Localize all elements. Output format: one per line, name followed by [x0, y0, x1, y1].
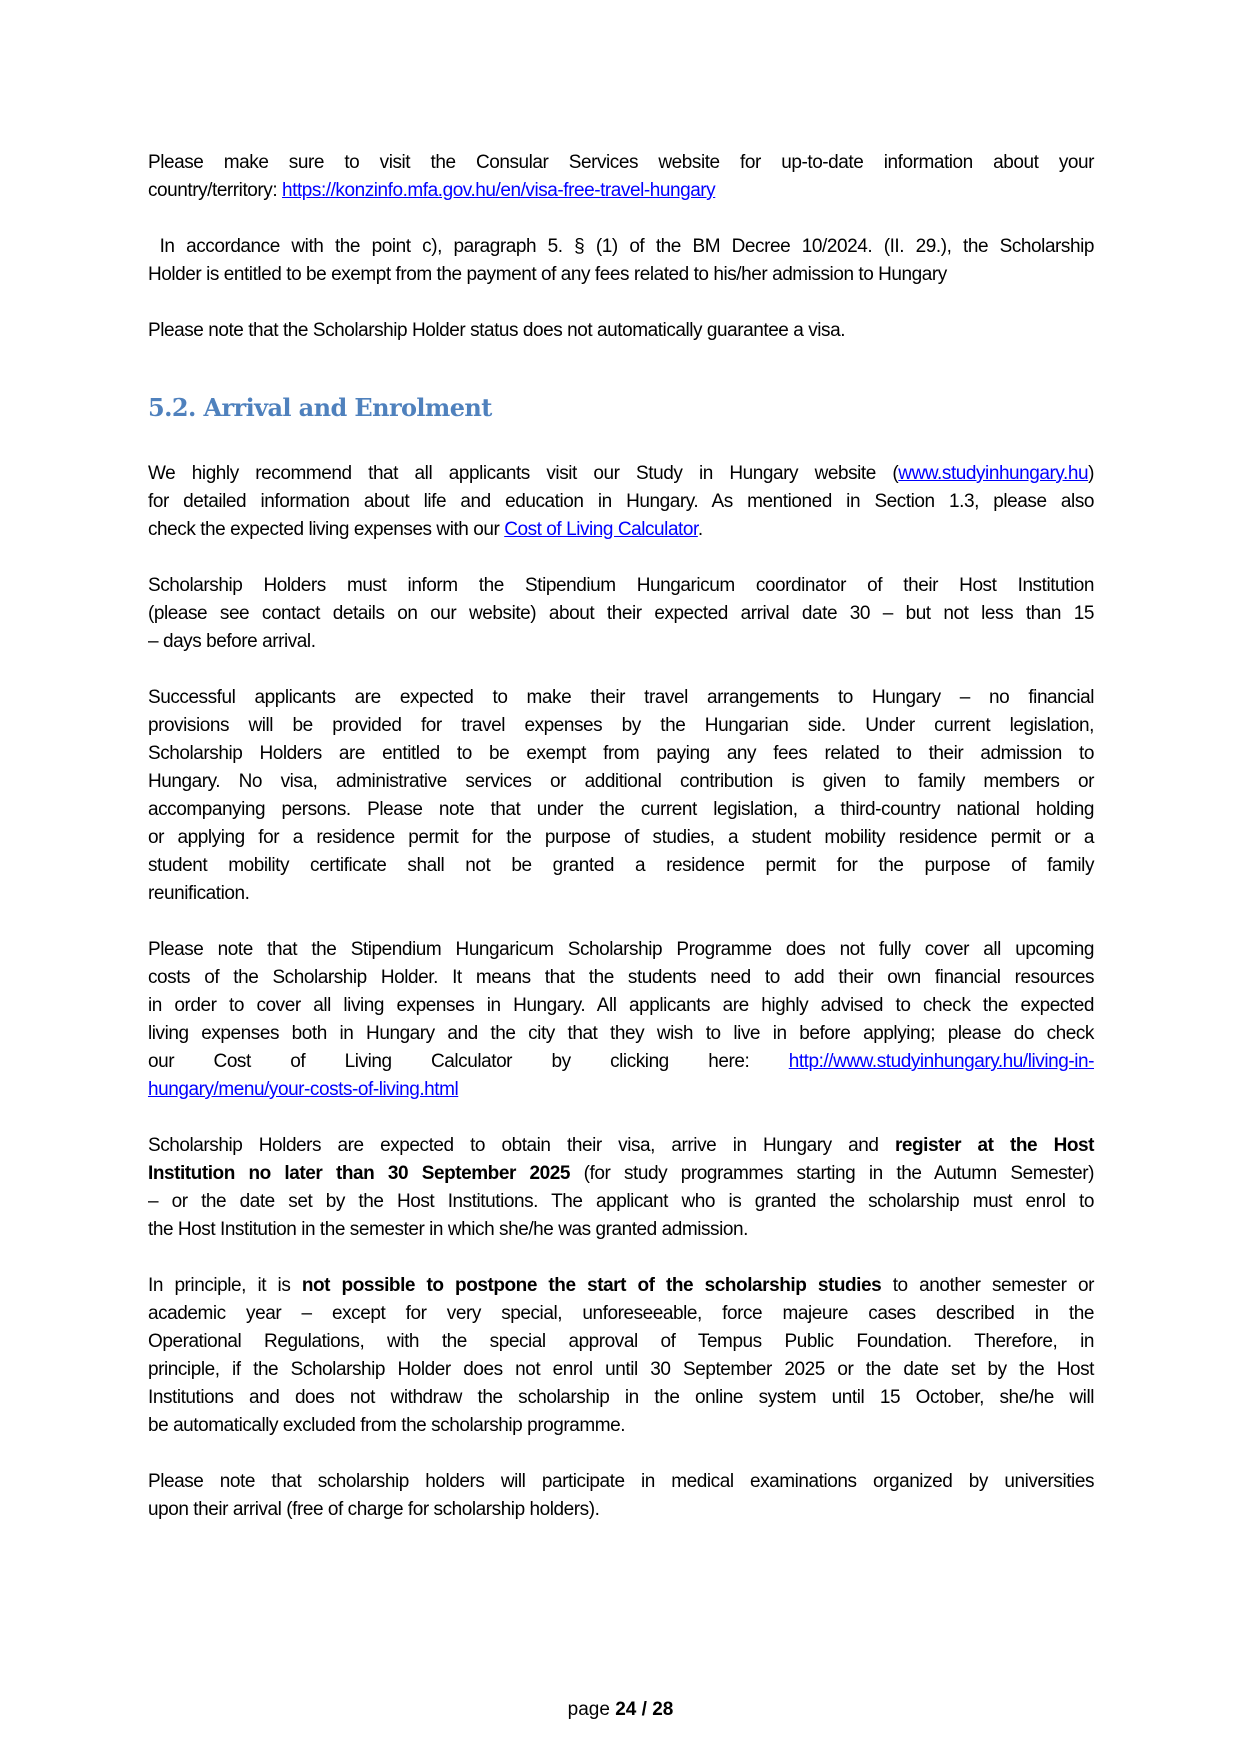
text-line	[148, 684, 1094, 712]
hyperlink[interactable]: Cost of Living Calculator	[504, 519, 698, 540]
text-run: student mobility certificate shall not be granted a residence permit for the purpose of family	[148, 855, 1094, 876]
hyperlink[interactable]: https://konzinfo.mfa.gov.hu/en/visa-free-travel-hungary	[282, 180, 716, 201]
text-line	[148, 516, 1094, 544]
text-run: be automatically excluded from the scholarship programme.	[148, 1415, 626, 1436]
text-line	[148, 233, 1094, 261]
text-line	[148, 1048, 1094, 1076]
text-line	[148, 1076, 1094, 1104]
text-line	[148, 1468, 1094, 1496]
paragraph-costs-not-covered	[148, 936, 1094, 1104]
text-run: academic year – except for very special, unforeseeable, force majeure cases described in the	[148, 1303, 1094, 1324]
text-line	[148, 796, 1094, 824]
text-run: accompanying persons. Please note that under the current legislation, a third-country national holding	[148, 799, 1094, 820]
hyperlink[interactable]: hungary/menu/your-costs-of-living.html	[148, 1079, 459, 1100]
text-run: the Host Institution in the semester in which she/he was granted admission.	[148, 1219, 748, 1240]
text-run: Scholarship Holders are expected to obtain their visa, arrive in Hungary and	[148, 1135, 895, 1156]
text-line	[148, 1328, 1094, 1356]
paragraph-postponement	[148, 1272, 1094, 1440]
text-run: We highly recommend that all applicants visit our Study in Hungary website (	[148, 463, 899, 484]
text-run: our Cost of Living Calculator by clicking here:	[148, 1051, 789, 1072]
text-line	[148, 177, 1094, 205]
text-line	[148, 880, 1094, 908]
text-line	[148, 149, 1094, 177]
text-run: Holder is entitled to be exempt from the payment of any fees related to his/her admission to Hungary	[148, 264, 947, 285]
text-line	[148, 964, 1094, 992]
text-run: In principle, it is	[148, 1275, 302, 1296]
text-run: (please see contact details on our website) about their expected arrival date 30 – but not less than 15	[148, 603, 1094, 624]
text-run: Institutions and does not withdraw the scholarship in the online system until 15 October, she/he will	[148, 1387, 1094, 1408]
text-run: for detailed information about life and education in Hungary. As mentioned in Section 1.3, please also	[148, 491, 1094, 512]
text-line	[148, 1188, 1094, 1216]
page-number	[0, 1699, 1241, 1721]
text-run: to another semester or	[881, 1275, 1094, 1296]
text-line	[148, 1384, 1094, 1412]
text-line	[148, 992, 1094, 1020]
text-run: provisions will be provided for travel expenses by the Hungarian side. Under current legislation,	[148, 715, 1094, 736]
text-line	[148, 628, 1094, 656]
text-line	[148, 852, 1094, 880]
hyperlink[interactable]: www.studyinhungary.hu	[898, 463, 1089, 484]
text-line	[148, 1132, 1094, 1160]
page-number-prefix: page	[567, 1699, 616, 1720]
text-line	[148, 712, 1094, 740]
bold-text: not possible to postpone the start of the scholarship studies	[301, 1275, 882, 1296]
text-line	[148, 1216, 1094, 1244]
bold-text: Institution no later than 30 September 2025	[148, 1163, 570, 1184]
text-line	[148, 824, 1094, 852]
paragraph-study-in-hungary	[148, 460, 1094, 544]
text-run: country/territory:	[148, 180, 282, 201]
text-line	[148, 1020, 1094, 1048]
page-number-current: 24	[615, 1699, 637, 1720]
text-run: Operational Regulations, with the special approval of Tempus Public Foundation. Therefore, in	[148, 1331, 1094, 1352]
paragraph-medical-examinations	[148, 1468, 1094, 1524]
text-run: – days before arrival.	[148, 631, 316, 652]
text-run: In accordance with the point c), paragraph 5. § (1) of the BM Decree 10/2024. (II. 29.), the Scholarship	[148, 236, 1094, 257]
section-heading: 5.2. Arrival and Enrolment	[148, 393, 492, 422]
paragraph-travel-arrangements	[148, 684, 1094, 908]
text-line	[148, 1160, 1094, 1188]
text-run: Successful applicants are expected to make their travel arrangements to Hungary – no financial	[148, 687, 1094, 708]
text-run: in order to cover all living expenses in Hungary. All applicants are highly advised to check the expected	[148, 995, 1094, 1016]
text-line	[148, 936, 1094, 964]
text-line	[148, 572, 1094, 600]
text-line	[148, 317, 1094, 345]
text-line	[148, 1356, 1094, 1384]
text-line	[148, 740, 1094, 768]
text-line	[148, 488, 1094, 516]
text-run: or applying for a residence permit for the purpose of studies, a student mobility residence permit or a	[148, 827, 1094, 848]
text-line	[148, 1272, 1094, 1300]
text-run: Please note that the Scholarship Holder status does not automatically guarantee a visa.	[148, 320, 846, 341]
text-line	[148, 1412, 1094, 1440]
paragraph-inform-coordinator	[148, 572, 1094, 656]
text-line	[148, 261, 1094, 289]
paragraph-consular-services	[148, 149, 1094, 205]
text-run: Scholarship Holders must inform the Stipendium Hungaricum coordinator of their Host Institution	[148, 575, 1094, 596]
text-line	[148, 460, 1094, 488]
text-run: Please note that the Stipendium Hungaricum Scholarship Programme does not fully cover all upcoming	[148, 939, 1094, 960]
text-run: reunification.	[148, 883, 250, 904]
text-line	[148, 1496, 1094, 1524]
bold-text: register at the Host	[894, 1135, 1094, 1156]
text-run: (for study programmes starting in the Autumn Semester)	[570, 1163, 1095, 1184]
text-run: Scholarship Holders are entitled to be exempt from paying any fees related to their admission to	[148, 743, 1094, 764]
text-run: .	[697, 519, 703, 540]
text-run: upon their arrival (free of charge for scholarship holders).	[148, 1499, 600, 1520]
text-run: – or the date set by the Host Institutions. The applicant who is granted the scholarship must enrol to	[148, 1191, 1094, 1212]
text-run: living expenses both in Hungary and the city that they wish to live in before applying; please do check	[148, 1023, 1094, 1044]
text-line	[148, 600, 1094, 628]
hyperlink[interactable]: http://www.studyinhungary.hu/living-in-	[788, 1051, 1094, 1072]
page-number-separator: /	[636, 1699, 653, 1720]
paragraph-registration-deadline	[148, 1132, 1094, 1244]
paragraph-bm-decree	[148, 233, 1094, 289]
text-run: Please note that scholarship holders will participate in medical examinations organized by universities	[148, 1471, 1094, 1492]
page-number-total: 28	[652, 1699, 674, 1720]
text-run: costs of the Scholarship Holder. It means that the students need to add their own financial resources	[148, 967, 1094, 988]
paragraph-visa-not-guaranteed	[148, 317, 1094, 345]
text-line	[148, 1300, 1094, 1328]
text-line	[148, 768, 1094, 796]
text-run: principle, if the Scholarship Holder does not enrol until 30 September 2025 or the date set by the Host	[148, 1359, 1094, 1380]
text-run: )	[1088, 463, 1094, 484]
text-run: Please make sure to visit the Consular Services website for up-to-date information about your	[148, 152, 1094, 173]
text-run: Hungary. No visa, administrative services or additional contribution is given to family members or	[148, 771, 1094, 792]
text-run: check the expected living expenses with our	[148, 519, 505, 540]
